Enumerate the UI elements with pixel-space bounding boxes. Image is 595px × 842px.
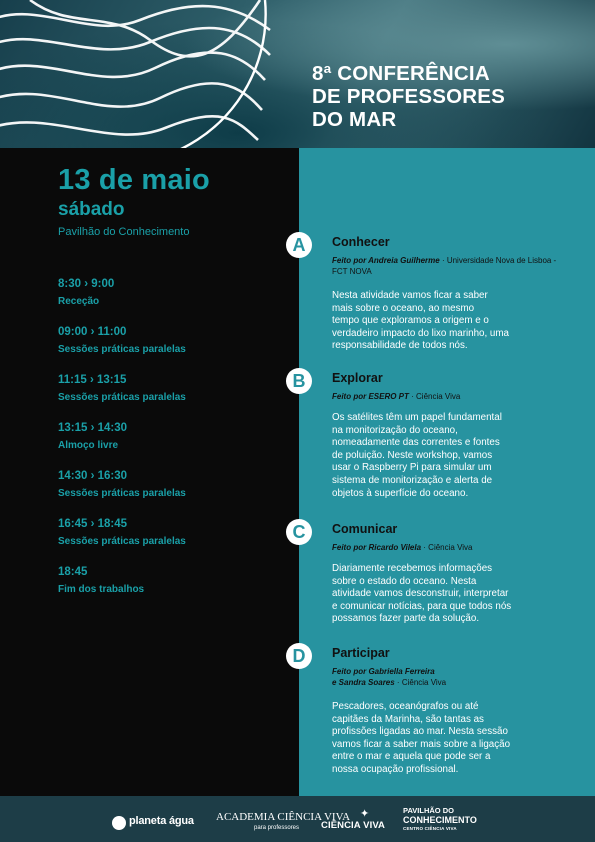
desc-line: tempo que exploramos a origem e o: [332, 315, 489, 327]
author-org: · Universidade Nova de Lisboa - FCT NOVA: [332, 256, 557, 276]
schedule-activity: Sessões práticas paralelas: [58, 392, 186, 403]
author-org: · Ciência Viva: [421, 543, 473, 552]
schedule-activity: Fim dos trabalhos: [58, 584, 145, 595]
desc-line: nomeadamente das correntes e fontes: [332, 437, 500, 449]
ciencia-viva-mark-icon: ✦: [360, 808, 370, 820]
title-line-1: 8ª CONFERÊNCIA: [312, 62, 490, 85]
desc-line: capitães da Marinha, são tantas as: [332, 713, 484, 725]
conference-title: [312, 62, 582, 131]
pavilhao-logo-line-2: CONHECIMENTO: [403, 815, 477, 825]
author-name: Feito por Ricardo Vilela: [332, 543, 422, 552]
pavilhao-logo-line-3: CENTRO CIÊNCIA VIVA: [403, 826, 457, 831]
schedule-item: [58, 469, 288, 517]
desc-line: entre o mar e aquela que pode ser a: [332, 751, 491, 763]
ciencia-viva-logo: CIÊNCIA VIVA: [321, 820, 386, 831]
academia-ciencia-viva-logo: ACADEMIA CIÊNCIA VIVA: [216, 811, 351, 823]
author-org: · Ciência Viva: [408, 392, 461, 401]
schedule-item: [58, 517, 288, 565]
activity-title: Comunicar: [332, 522, 398, 536]
desc-line: sistema de monitorização e alerta de: [332, 474, 493, 486]
schedule-activity: Sessões práticas paralelas: [58, 488, 186, 499]
activity-author: [332, 255, 572, 277]
planeta-agua-logo: planeta água: [129, 815, 194, 827]
schedule-time: 8:30 › 9:00: [58, 278, 115, 290]
activity-letter-badge: D: [286, 643, 312, 669]
schedule-activity: Receção: [58, 296, 100, 307]
activity-title: Explorar: [332, 371, 383, 385]
schedule-time: 09:00 › 11:00: [58, 326, 127, 338]
desc-line: atividade vamos desconstruir, interpretar: [332, 588, 509, 600]
schedule-activity: Sessões práticas paralelas: [58, 344, 186, 355]
desc-line: de poluição. Neste workshop, vamos: [332, 449, 493, 461]
title-line-2: DE PROFESSORES: [312, 85, 506, 108]
desc-line: Diariamente recebemos informações: [332, 563, 493, 574]
activity-title: Conhecer: [332, 235, 390, 249]
desc-line: Pescadores, oceanógrafos ou até: [332, 701, 479, 712]
desc-line: verdadeiro impacto do lixo marinho, uma: [332, 327, 509, 339]
author-name: Feito por Gabriella Ferreira: [332, 667, 435, 676]
desc-line: usar o Raspberry Pi para simular um: [332, 462, 492, 474]
pavilhao-logo-line-1: PAVILHÃO DO: [403, 806, 454, 815]
event-venue: Pavilhão do Conhecimento: [58, 226, 190, 238]
academia-ciencia-viva-subtitle: para professores: [254, 825, 300, 831]
hero-banner: [0, 0, 595, 148]
desc-line: profissões ligadas ao mar. Nesta sessão: [332, 726, 508, 738]
activity-author: [332, 391, 572, 402]
schedule-time: 11:15 › 13:15: [58, 374, 127, 386]
author-org: · Ciência Viva: [394, 678, 447, 687]
desc-line: Nesta atividade vamos ficar a saber: [332, 290, 488, 301]
desc-line: e comunicar notícias, para que todos nós: [332, 600, 512, 612]
schedule-time: 14:30 › 16:30: [58, 470, 128, 482]
event-date: 13 de maio: [58, 164, 210, 196]
schedule-item: [58, 277, 288, 325]
desc-line: Os satélites têm um papel fundamental: [332, 412, 502, 423]
activity-letter-badge: C: [286, 519, 312, 545]
desc-line: objetos à superfície do oceano.: [332, 487, 469, 499]
event-weekday: sábado: [58, 199, 125, 220]
water-drop-icon: [112, 816, 126, 830]
activity-letter-badge: B: [286, 368, 312, 394]
activity-letter-badge: A: [286, 232, 312, 258]
activity-description: [332, 290, 552, 353]
schedule-item: [58, 421, 288, 469]
schedule-item: [58, 373, 288, 421]
activity-description: [332, 701, 552, 777]
author-name: Feito por ESERO PT: [332, 392, 409, 401]
schedule-list: [58, 277, 288, 613]
schedule-item: [58, 325, 288, 373]
activity-title: Participar: [332, 646, 390, 660]
schedule-time: 13:15 › 14:30: [58, 422, 128, 434]
author-name: e Sandra Soares: [332, 678, 395, 687]
schedule-activity: Almoço livre: [58, 440, 119, 451]
desc-line: responsabilidade de todos nós.: [332, 340, 468, 352]
desc-line: nossa ocupação profissional.: [332, 763, 459, 775]
desc-line: vamos ficar a saber mais sobre a ligação: [332, 738, 511, 750]
desc-line: mais sobre o oceano, ao mesmo: [332, 302, 475, 314]
activity-author: [332, 666, 572, 688]
author-name: Feito por Andreia Guilherme: [332, 256, 440, 265]
schedule-activity: Sessões práticas paralelas: [58, 536, 186, 547]
desc-line: sobre o estado do oceano. Nesta: [332, 575, 477, 587]
activity-author: [332, 542, 572, 553]
desc-line: na monitorização do oceano,: [332, 424, 458, 436]
activity-description: [332, 412, 552, 500]
desc-line: possamos fazer parte da solução.: [332, 613, 480, 625]
schedule-item: [58, 565, 288, 613]
title-line-3: DO MAR: [312, 108, 397, 131]
schedule-time: 16:45 › 18:45: [58, 518, 128, 530]
activity-description: [332, 563, 552, 626]
schedule-time: 18:45: [58, 566, 88, 578]
